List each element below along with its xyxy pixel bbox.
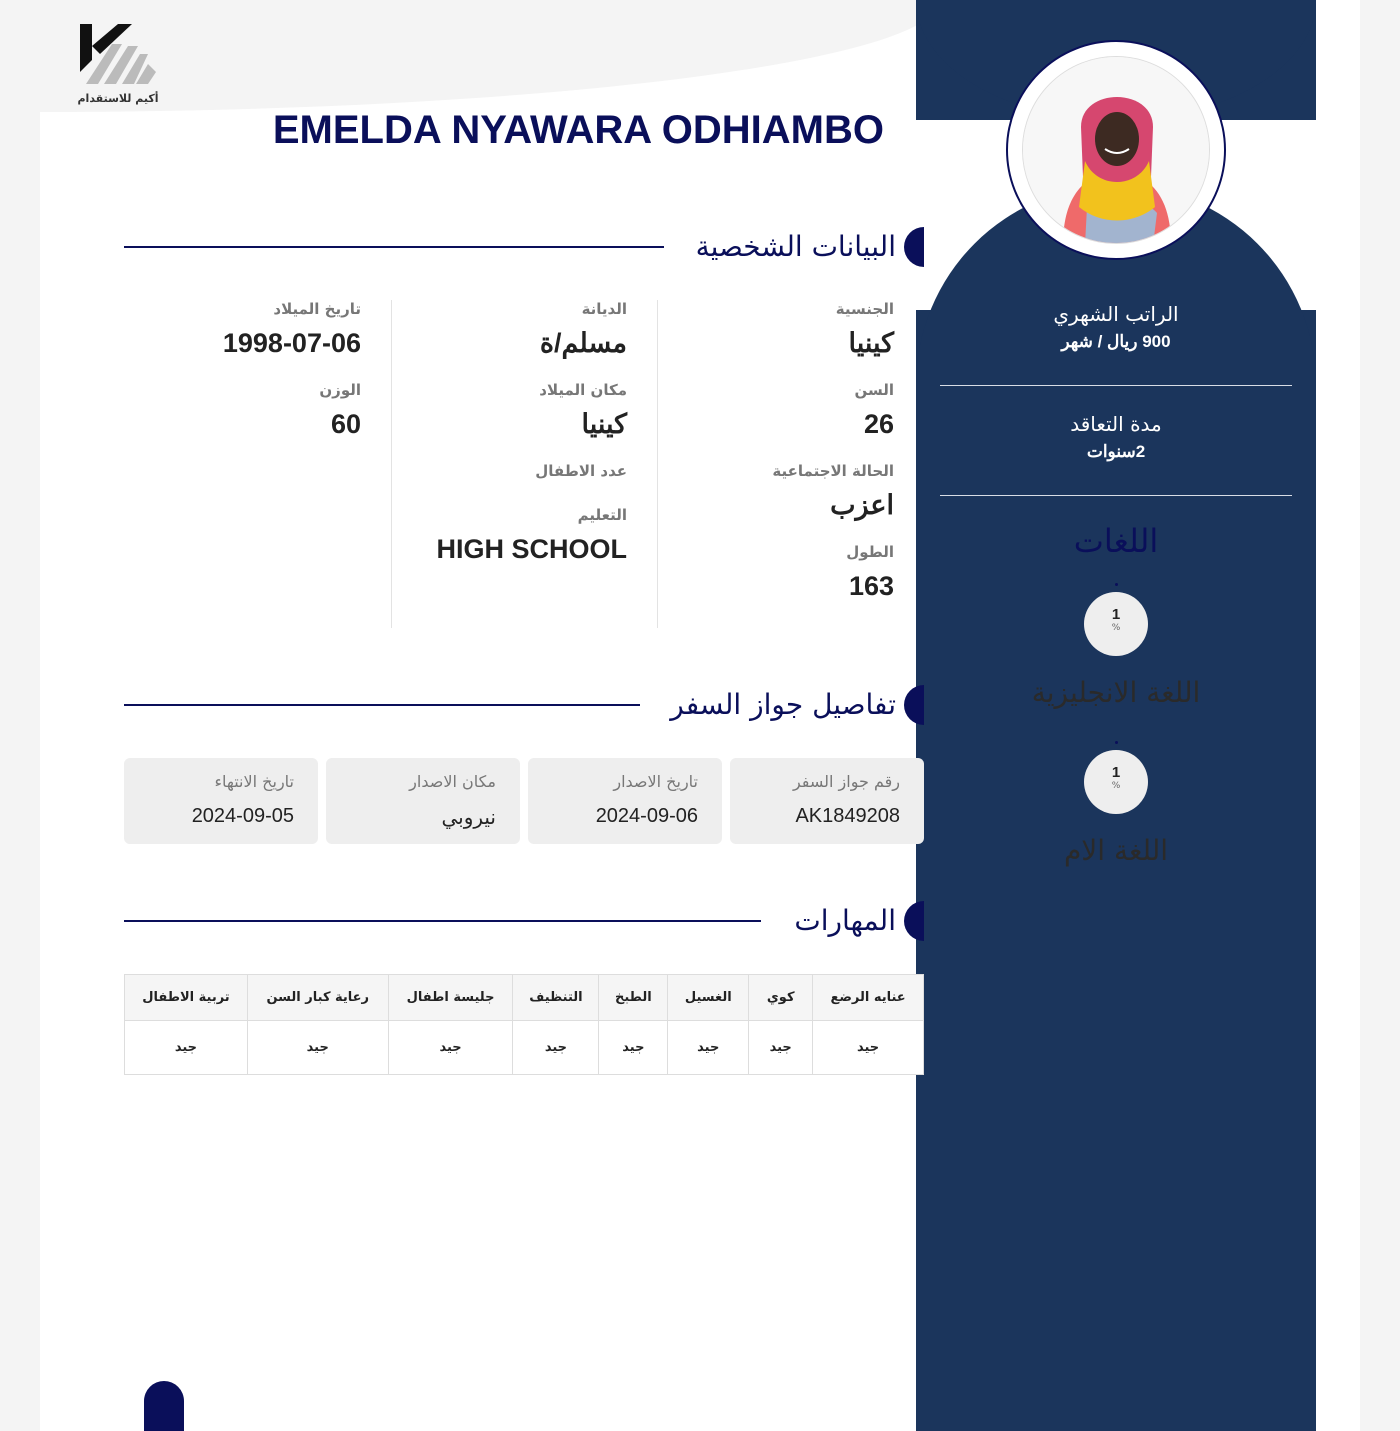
salary-block	[940, 302, 1292, 352]
passport-number-label: رقم جواز السفر	[792, 772, 900, 791]
expiry-date-value: 2024-09-05	[191, 805, 294, 827]
nationality-value: كينيا	[848, 328, 894, 358]
weight-value: 60	[330, 409, 361, 439]
sidebar-divider	[940, 495, 1292, 496]
logo-mark-icon	[76, 20, 160, 92]
skill-header: التنظيف	[513, 975, 599, 1021]
education-value: HIGH SCHOOL	[436, 534, 627, 564]
height-label: الطول	[846, 543, 894, 561]
skill-level: جيد	[388, 1021, 513, 1075]
language-level-circle	[1084, 592, 1148, 656]
skill-header: عنايه الرضع	[813, 975, 924, 1021]
nationality-label: الجنسية	[835, 300, 894, 318]
skill-header: الغسيل	[668, 975, 749, 1021]
section-title: تفاصيل جواز السفر	[670, 688, 896, 721]
profile-photo	[1022, 56, 1210, 244]
contract-label: مدة التعاقد	[1070, 412, 1162, 436]
section-tab	[904, 685, 924, 725]
section-rule	[124, 920, 761, 922]
issue-date-value: 2024-09-06	[595, 805, 698, 827]
birthplace-label: مكان الميلاد	[539, 381, 627, 399]
skill-header: كوي	[749, 975, 813, 1021]
profile-photo-frame	[1006, 40, 1226, 260]
age-label: السن	[854, 381, 894, 399]
footer-tab	[144, 1381, 184, 1431]
header-swoosh	[40, 0, 940, 112]
contract-value: 2سنوات	[1086, 442, 1146, 461]
section-tab	[904, 901, 924, 941]
age-value: 26	[863, 409, 894, 439]
salary-value: 900 ريال / شهر	[1061, 332, 1171, 351]
language-name: اللغة الانجليزية	[1031, 676, 1201, 709]
skill-level: جيد	[813, 1021, 924, 1075]
issue-place-label: مكان الاصدار	[409, 772, 496, 791]
birthplace-value: كينيا	[581, 409, 627, 439]
personal-section-header	[124, 227, 924, 269]
skill-level: جيد	[513, 1021, 599, 1075]
religion-label: الديانة	[581, 300, 627, 318]
skills-level-row	[125, 1021, 924, 1075]
religion-value: مسلم/ة	[539, 328, 627, 358]
personal-column-left	[124, 300, 361, 628]
issue-place-box	[326, 758, 520, 844]
marital-value: اعزب	[830, 490, 894, 520]
contract-block	[940, 412, 1292, 462]
expiry-date-box	[124, 758, 318, 844]
birthdate-value: 1998-07-06	[222, 328, 361, 358]
passport-number-box	[730, 758, 924, 844]
skill-level: جيد	[125, 1021, 248, 1075]
passport-number-value: AK1849208	[795, 805, 900, 827]
skills-section-header	[124, 901, 924, 943]
language-level-unit: %	[1111, 781, 1121, 791]
expiry-date-label: تاريخ الانتهاء	[214, 772, 294, 791]
education-label: التعليم	[577, 506, 627, 524]
marital-label: الحالة الاجتماعية	[772, 462, 894, 480]
issue-date-box	[528, 758, 722, 844]
sidebar-divider	[940, 385, 1292, 386]
salary-label: الراتب الشهري	[1053, 302, 1179, 326]
skill-level: جيد	[749, 1021, 813, 1075]
section-tab	[904, 227, 924, 267]
section-rule	[124, 246, 664, 248]
language-name: اللغة الام	[1063, 834, 1169, 867]
skill-header: رعاية كبار السن	[247, 975, 388, 1021]
section-title: المهارات	[794, 904, 896, 937]
candidate-name: EMELDA NYAWARA ODHIAMBO	[272, 108, 884, 152]
issue-place-value: نيروبي	[441, 807, 496, 829]
language-level-circle	[1084, 750, 1148, 814]
personal-column-middle	[392, 300, 627, 628]
sidebar	[916, 0, 1316, 1431]
skill-level: جيد	[247, 1021, 388, 1075]
skills-header-row	[125, 975, 924, 1021]
language-level-unit: %	[1111, 623, 1121, 633]
birthdate-label: تاريخ الميلاد	[273, 300, 361, 318]
cv-page	[40, 0, 1360, 1431]
weight-label: الوزن	[319, 381, 361, 399]
height-value: 163	[848, 571, 894, 601]
skill-header: الطبخ	[599, 975, 668, 1021]
passport-section-header	[124, 685, 924, 727]
language-level: 1	[1111, 606, 1121, 623]
section-rule	[124, 704, 640, 706]
skill-level: جيد	[599, 1021, 668, 1075]
skill-header: جليسة اطفال	[388, 975, 513, 1021]
personal-column-right	[658, 300, 894, 628]
person-photo-icon	[1023, 57, 1210, 244]
company-logo	[76, 20, 160, 110]
language-level: 1	[1111, 764, 1121, 781]
children-label: عدد الاطفال	[535, 462, 627, 480]
skill-header: تربية الاطفال	[125, 975, 248, 1021]
skill-level: جيد	[668, 1021, 749, 1075]
issue-date-label: تاريخ الاصدار	[613, 772, 698, 791]
skills-table	[124, 974, 924, 1075]
languages-title: اللغات	[1073, 522, 1159, 560]
logo-text: أكيم للاستقدام	[77, 92, 159, 105]
section-title: البيانات الشخصية	[695, 230, 896, 263]
